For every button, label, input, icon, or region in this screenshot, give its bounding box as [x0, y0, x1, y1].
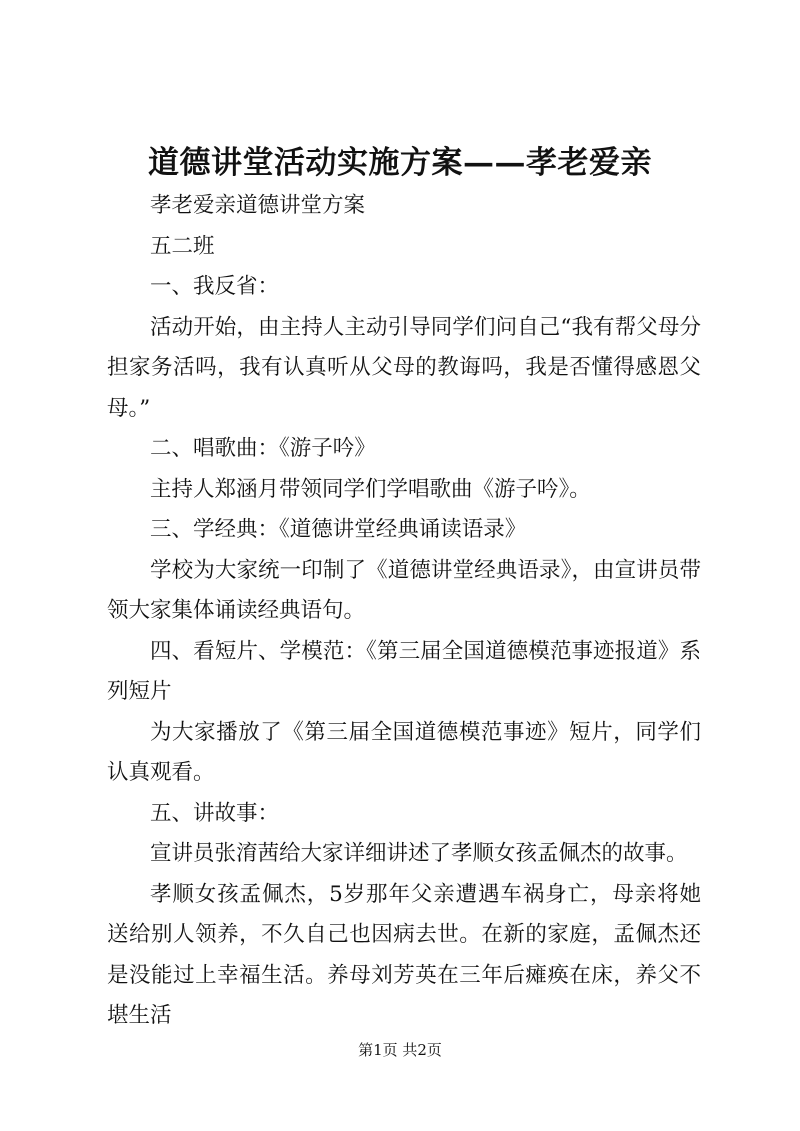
section-heading: 三、学经典：《道德讲堂经典诵读语录》: [150, 517, 527, 542]
paragraph: 学校为大家统一印制了《道德讲堂经典语录》，由宣讲员带领大家集体诵读经典语句。: [107, 557, 701, 623]
section-heading: 一、我反省：: [150, 274, 280, 299]
document-body: [107, 186, 701, 1037]
paragraph: 主持人郑涵月带领同学们学唱歌曲《游子吟》。: [150, 476, 591, 502]
paragraph: 宣讲员张淯茜给大家详细讲述了孝顺女孩孟佩杰的故事。: [150, 841, 688, 866]
paragraph: 为大家播放了《第三届全国道德模范事迹》短片，同学们认真观看。: [107, 719, 701, 785]
paragraph: 活动开始，由主持人主动引导同学们问自己“我有帮父母分担家务活吗，我有认真听从父母的教诲吗，我是否懂得感恩父母。”: [107, 314, 701, 421]
document-title: 道德讲堂活动实施方案——孝老爱亲: [148, 145, 652, 181]
paragraph: 孝老爱亲道德讲堂方案: [150, 193, 366, 218]
paragraph: 五二班: [150, 233, 215, 259]
section-heading: 四、看短片、学模范：《第三届全国道德模范事迹报道》系列短片: [107, 638, 701, 704]
paragraph: 孝顺女孩孟佩杰，5岁那年父亲遭遇车祸身亡，母亲将她送给别人领养，不久自己也因病去世。在新的家庭，孟佩杰还是没能过上幸福生活。养母刘芳英在三年后瘫痪在床，养父不堪生活: [107, 881, 701, 1028]
section-heading: 五、讲故事：: [150, 800, 280, 826]
section-heading: 二、唱歌曲：《游子吟》: [150, 436, 376, 461]
page-footer: 第1页 共2页: [358, 1041, 442, 1059]
